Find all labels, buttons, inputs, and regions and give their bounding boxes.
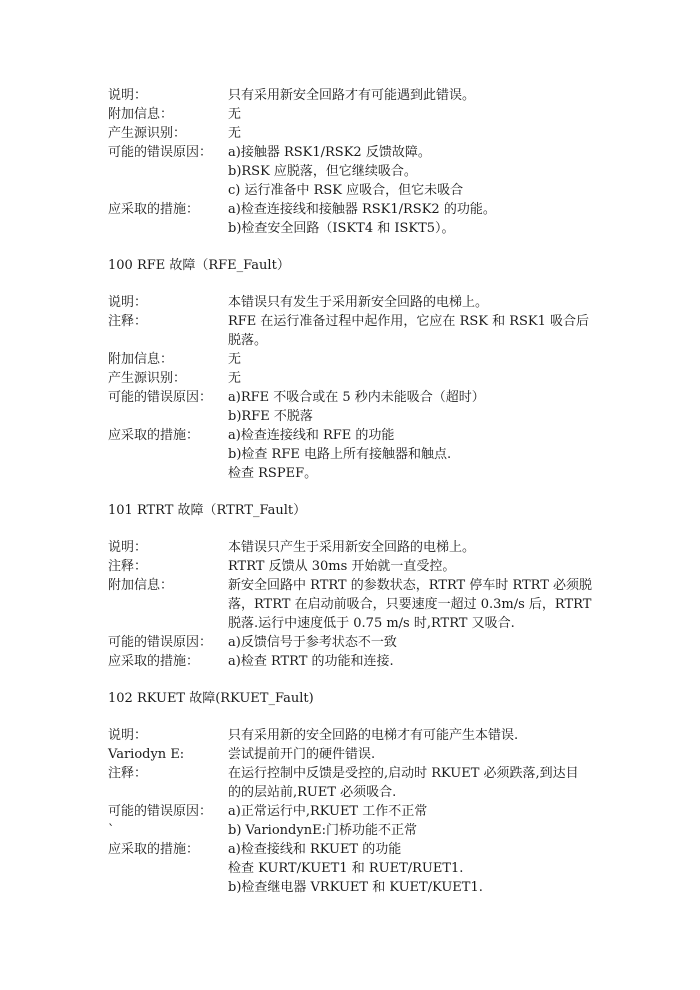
- field-label: 应采取的措施：: [108, 842, 200, 857]
- value-line: RTRT 反馈从 30ms 开始就一直受控。: [228, 559, 456, 574]
- value-line: b)检查继电器 VRKUET 和 KUET/KUET1.: [228, 880, 483, 895]
- section-101: [108, 501, 628, 671]
- field-row: [108, 350, 628, 369]
- field-row: [108, 726, 628, 745]
- intro-section: [108, 86, 628, 238]
- value-line: b)RFE 不脱落: [228, 409, 313, 424]
- field-value: [228, 745, 628, 764]
- value-line: 无: [228, 352, 242, 367]
- field-row: [108, 388, 628, 426]
- value-line: 无: [228, 107, 242, 122]
- field-value: [228, 105, 628, 124]
- value-line: 只有采用新的安全回路的电梯才有可能产生本错误.: [228, 728, 519, 743]
- field-row: [108, 652, 628, 671]
- field-label: 可能的错误原因：: [108, 390, 213, 405]
- field-label: 产生源识别：: [108, 371, 187, 386]
- value-line: a)检查 RTRT 的功能和连接.: [228, 654, 394, 669]
- field-value: [228, 821, 628, 840]
- field-value: [228, 652, 628, 671]
- field-row: [108, 802, 628, 821]
- field-row: [108, 764, 628, 802]
- value-line: 只有采用新安全回路才有可能遇到此错误。: [228, 88, 476, 103]
- field-label: 可能的错误原因：: [108, 635, 213, 650]
- field-label: Variodyn E:: [108, 747, 185, 762]
- field-label: 附加信息：: [108, 578, 174, 593]
- field-value: [228, 633, 628, 652]
- field-value: [228, 557, 628, 576]
- field-label: 应采取的措施：: [108, 428, 200, 443]
- field-value: [228, 576, 628, 633]
- document-page: [108, 86, 628, 897]
- field-row: [108, 369, 628, 388]
- field-value: [228, 802, 628, 821]
- field-row: [108, 557, 628, 576]
- value-line: RFE 在运行准备过程中起作用，它应在 RSK 和 RSK1 吸合后: [228, 314, 590, 329]
- field-label: 说明：: [108, 295, 148, 310]
- value-line: a)接触器 RSK1/RSK2 反馈故障。: [228, 145, 431, 160]
- value-line: 新安全回路中 RTRT 的参数状态，RTRT 停车时 RTRT 必须脱: [228, 578, 593, 593]
- value-line: 检查 KURT/KUET1 和 RUET/RUET1.: [228, 861, 464, 876]
- field-row: [108, 143, 628, 200]
- field-row: [108, 86, 628, 105]
- value-line: a)检查接线和 RKUET 的功能: [228, 842, 402, 857]
- field-value: [228, 726, 628, 745]
- value-line: 检查 RSPEF。: [228, 466, 318, 481]
- value-line: 无: [228, 126, 242, 141]
- field-value: [228, 538, 628, 557]
- field-label: 注释：: [108, 314, 148, 329]
- field-label: 可能的错误原因：: [108, 804, 213, 819]
- value-line: 尝试提前开门的硬件错误.: [228, 747, 376, 762]
- field-value: [228, 388, 628, 426]
- field-value: [228, 143, 628, 200]
- field-value: [228, 293, 628, 312]
- value-line: b) VariondynE:门桥功能不正常: [228, 823, 417, 838]
- section-102: [108, 689, 628, 897]
- field-value: [228, 124, 628, 143]
- value-line: 无: [228, 371, 242, 386]
- field-label: 注释：: [108, 559, 148, 574]
- value-line: a)正常运行中,RKUET 工作不正常: [228, 804, 428, 819]
- field-label: 注释：: [108, 766, 148, 781]
- field-label: 可能的错误原因：: [108, 145, 213, 160]
- field-label: 说明：: [108, 728, 148, 743]
- field-label: 产生源识别：: [108, 126, 187, 141]
- value-line: b)RSK 应脱落，但它继续吸合。: [228, 164, 417, 179]
- field-label: 说明：: [108, 540, 148, 555]
- field-row: [108, 312, 628, 350]
- field-value: [228, 764, 628, 802]
- value-line: a)检查连接线和接触器 RSK1/RSK2 的功能。: [228, 202, 496, 217]
- field-row: [108, 745, 628, 764]
- field-row: [108, 293, 628, 312]
- field-row: [108, 124, 628, 143]
- field-label: 应采取的措施：: [108, 654, 200, 669]
- section-title: 102 RKUET 故障(RKUET_Fault): [108, 691, 314, 706]
- field-value: [228, 200, 628, 238]
- value-line: a)检查连接线和 RFE 的功能: [228, 428, 395, 443]
- field-value: [228, 840, 628, 897]
- section-title: 100 RFE 故障（RFE_Fault）: [108, 258, 290, 273]
- field-label: 应采取的措施：: [108, 202, 200, 217]
- field-value: [228, 369, 628, 388]
- value-line: b)检查 RFE 电路上所有接触器和触点.: [228, 447, 452, 462]
- field-row: [108, 200, 628, 238]
- field-row: [108, 576, 628, 633]
- value-line: b)检查安全回路（ISKT4 和 ISKT5）。: [228, 221, 455, 236]
- value-line: 本错误只有发生于采用新安全回路的电梯上。: [228, 295, 489, 310]
- value-line: 脱落。: [228, 333, 268, 348]
- field-value: [228, 312, 628, 350]
- section-title: 101 RTRT 故障（RTRT_Fault）: [108, 503, 307, 518]
- value-line: c) 运行准备中 RSK 应吸合，但它未吸合: [228, 183, 464, 198]
- field-row: [108, 633, 628, 652]
- field-row: [108, 840, 628, 897]
- field-label: 附加信息：: [108, 107, 174, 122]
- field-value: [228, 350, 628, 369]
- field-label: 附加信息：: [108, 352, 174, 367]
- field-row: [108, 821, 628, 840]
- value-line: 落，RTRT 在启动前吸合，只要速度一超过 0.3m/s 后，RTRT: [228, 597, 592, 612]
- field-row: [108, 538, 628, 557]
- field-row: [108, 426, 628, 483]
- value-line: 本错误只产生于采用新安全回路的电梯上。: [228, 540, 476, 555]
- field-row: [108, 105, 628, 124]
- section-100: [108, 256, 628, 483]
- field-label: `: [108, 823, 115, 838]
- value-line: 的的层站前,RUET 必须吸合.: [228, 785, 397, 800]
- value-line: a)反馈信号于参考状态不一致: [228, 635, 397, 650]
- value-line: a)RFE 不吸合或在 5 秒内未能吸合（超时）: [228, 390, 485, 405]
- field-label: 说明：: [108, 88, 148, 103]
- field-value: [228, 426, 628, 483]
- value-line: 在运行控制中反馈是受控的,启动时 RKUET 必须跌落,到达目: [228, 766, 579, 781]
- field-value: [228, 86, 628, 105]
- value-line: 脱落.运行中速度低于 0.75 m/s 时,RTRT 又吸合.: [228, 616, 515, 631]
